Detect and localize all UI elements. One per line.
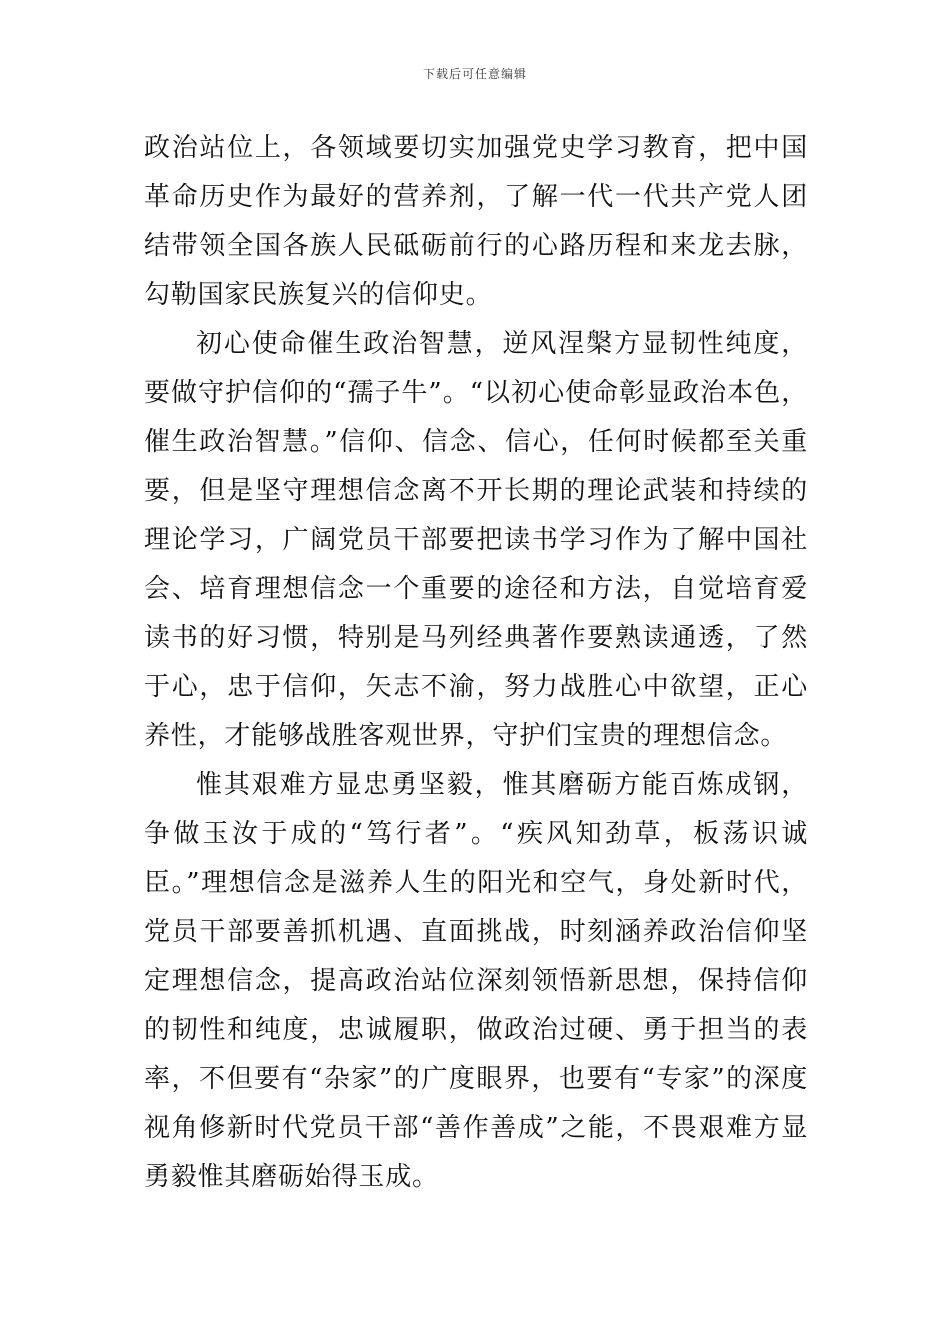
page-header: 下载后可任意编辑 <box>422 67 527 81</box>
paragraph-2: 初心使命催生政治智慧，逆风涅槃方显韧性纯度，要做守护信仰的“孺子牛”。“以初心使命彰显政治本色，催生政治智慧。”信仰、信念、信心，任何时候都至关重要，但是坚守理想信念离不开长期的理论武装和持续的理论学习，广阔党员干部要把读书学习作为了解中国社会、培育理想信念一个重要的途径和方法，自觉培育爱读书的好习惯，特别是马列经典著作要熟读通透，了然于心，忠于信仰，矢志不渝，努力战胜心中欲望，正心养性，才能够战胜客观世界，守护们宝贵的理想信念。 <box>144 329 808 751</box>
document-body <box>144 124 808 1202</box>
paragraph-3: 惟其艰难方显忠勇坚毅，惟其磨砺方能百炼成钢，争做玉汝于成的“笃行者”。“疾风知劲草，板荡识诚臣。”理想信念是滋养人生的阳光和空气，身处新时代，党员干部要善抓机遇、直面挑战，时刻涵养政治信仰坚定理想信念，提高政治站位深刻领悟新思想，保持信仰的韧性和纯度，忠诚履职，做政治过硬、勇于担当的表率，不但要有“杂家”的广度眼界，也要有“专家”的深度视角修新时代党员干部“善作善成”之能，不畏艰难方显勇毅惟其磨砺始得玉成。 <box>144 770 808 1192</box>
paragraph-1: 政治站位上，各领域要切实加强党史学习教育，把中国革命历史作为最好的营养剂，了解一代一代共产党人团结带领全国各族人民砥砺前行的心路历程和来龙去脉，勾勒国家民族复兴的信仰史。 <box>144 133 808 310</box>
